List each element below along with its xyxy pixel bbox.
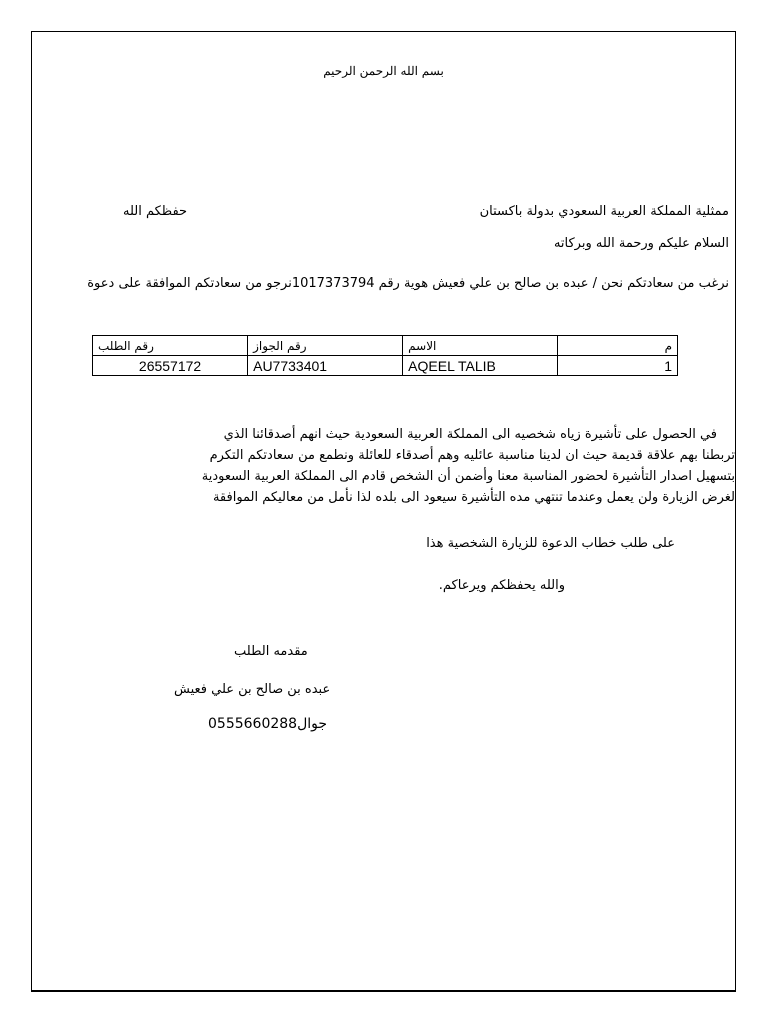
closing-blessing: والله يحفظكم ويرعاكم.	[438, 578, 565, 593]
honorific: حفظكم الله	[123, 204, 188, 219]
header-request: رقم الطلب	[93, 336, 248, 356]
cell-no: 1	[558, 356, 678, 376]
table-row	[93, 356, 678, 376]
signature-name: عبده بن صالح بن علي فعيش	[174, 682, 331, 697]
closing-line: على طلب خطاب الدعوة للزيارة الشخصية هذا	[426, 536, 675, 551]
greeting: السلام عليكم ورحمة الله وبركاته	[553, 236, 729, 251]
signature-title: مقدمه الطلب	[234, 644, 308, 659]
body-line: في الحصول على تأشيرة زياه شخصيه الى المملكة العربية السعودية حيث انهم أصدقائنا الذي	[223, 427, 717, 442]
basmala: بسم الله الرحمن الرحيم	[323, 64, 444, 78]
header-passport: رقم الجواز	[248, 336, 403, 356]
header-no: م	[558, 336, 678, 356]
letter-body	[72, 424, 735, 508]
cell-request: 26557172	[93, 356, 248, 376]
addressee: ممثلية المملكة العربية السعودي بدولة باكستان	[479, 204, 729, 219]
request-intro: نرغب من سعادتكم نحن / عبده بن صالح بن علي فعيش هوية رقم 1017373794نرجو من سعادتكم الموافقة على دعوة	[87, 276, 729, 291]
visitor-table	[92, 335, 678, 376]
body-line: لغرض الزيارة ولن يعمل وعندما تنتهي مده التأشيرة سيعود الى بلده لذا نأمل من معاليكم الموافقة	[212, 490, 735, 505]
signature-phone: جوال0555660288	[208, 716, 328, 732]
table-header-row	[93, 336, 678, 356]
header-name: الاسم	[403, 336, 558, 356]
cell-name: AQEEL TALIB	[403, 356, 558, 376]
cell-passport: AU7733401	[248, 356, 403, 376]
letter-page	[31, 31, 736, 992]
body-line: تربطنا بهم علاقة قديمة حيث ان لدينا مناسبة عائليه وهم أصدقاء للعائلة ونطمع من سعادتكم التكرم	[209, 448, 735, 463]
body-line: بتسهيل اصدار التأشيرة لحضور المناسبة معنا وأضمن أن الشخص قادم الى المملكة العربية السعودية	[201, 469, 735, 484]
